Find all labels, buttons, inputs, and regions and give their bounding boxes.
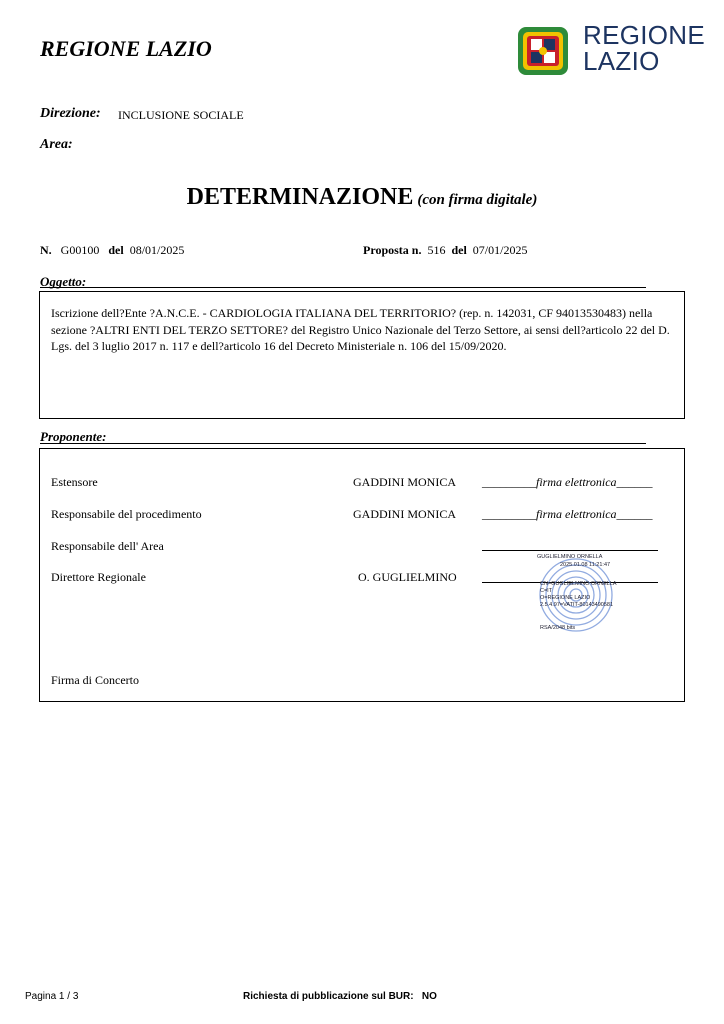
logo-text-line1: REGIONE xyxy=(583,20,706,50)
proposta-number xyxy=(363,243,527,258)
name-responsabile-procedimento: GADDINI MONICA xyxy=(353,507,456,521)
stamp-line-3: CN=GUGLIELMINO ORNELLA xyxy=(540,581,617,587)
logo-text xyxy=(583,22,705,74)
area-label: Area: xyxy=(40,137,73,152)
number-label: N. xyxy=(40,243,52,257)
direzione-label: Direzione: xyxy=(40,106,101,121)
stamp-line-5: O=REGIONE LAZIO xyxy=(540,595,591,601)
stamp-line-6: 2.5.4.97=VATIT-80143490581 xyxy=(540,602,614,608)
del-label: del xyxy=(108,243,124,257)
determinazione-number xyxy=(40,243,184,258)
role-responsabile-area: Responsabile dell' Area xyxy=(51,539,164,553)
regione-lazio-emblem-icon xyxy=(516,24,572,78)
name-direttore-regionale: O. GUGLIELMINO xyxy=(358,570,457,584)
number-value: G00100 xyxy=(60,243,100,257)
oggetto-text: Iscrizione dell?Ente ?A.N.C.E. - CARDIOLOGIA ITALIANA DEL TERRITORIO? (rep. n. 142031, CF 94013530483) nella sezione ?ALTRI ENTI DEL TERZO SETTORE? del Registro Unico Nazionale del Terzo Settore, ai sensi dell?articolo 22 del D. Lgs. del 3 luglio 2017 n. 117 e dell?articolo 16 del Decreto Ministeriale n. 106 del 15/09/2020. xyxy=(51,306,670,353)
firma-concerto-label: Firma di Concerto xyxy=(51,673,139,687)
sign-estensore-text: firma elettronica xyxy=(536,475,617,489)
document-title xyxy=(0,184,724,211)
oggetto-label: Oggetto: xyxy=(40,274,87,289)
proposta-number-value: 516 xyxy=(427,243,446,257)
sign-responsabile-procedimento: _________firma elettronica______ xyxy=(482,507,653,521)
proposta-label: Proposta n. xyxy=(363,243,422,257)
document-title-sub: (con firma digitale) xyxy=(417,192,538,208)
sign-estensore: _________firma elettronica______ xyxy=(482,475,653,489)
direzione-value: INCLUSIONE SOCIALE xyxy=(118,108,244,122)
bur-value: NO xyxy=(421,991,437,1002)
proposta-del-label: del xyxy=(451,243,467,257)
bur-label: Richiesta di pubblicazione sul BUR: xyxy=(243,991,414,1002)
proposta-date-value: 07/01/2025 xyxy=(472,243,528,257)
stamp-line-4: C=IT xyxy=(540,588,553,594)
document-title-main: DETERMINAZIONE xyxy=(186,184,414,210)
name-estensore: GADDINI MONICA xyxy=(353,475,456,489)
proponente-label: Proponente: xyxy=(40,429,107,444)
date-value: 08/01/2025 xyxy=(129,243,185,257)
stamp-line-7: RSA/2048 bits xyxy=(540,625,576,631)
stamp-line-2: 2025.01.08 11:21:47 xyxy=(560,562,611,568)
stamp-line-1: GUGLIELMINO ORNELLA xyxy=(537,554,603,560)
bur-request xyxy=(243,991,437,1002)
proponente-underline xyxy=(40,443,646,444)
oggetto-underline xyxy=(40,287,646,288)
digital-signature-stamp xyxy=(526,551,636,637)
header-title: REGIONE LAZIO xyxy=(40,36,212,61)
role-direttore-regionale: Direttore Regionale xyxy=(51,570,146,584)
logo-text-line2: LAZIO xyxy=(583,46,660,76)
role-estensore: Estensore xyxy=(51,475,98,489)
role-responsabile-procedimento: Responsabile del procedimento xyxy=(51,507,202,521)
page-number: Pagina 1 / 3 xyxy=(25,991,79,1002)
sign-responsabile-text: firma elettronica xyxy=(536,507,617,521)
